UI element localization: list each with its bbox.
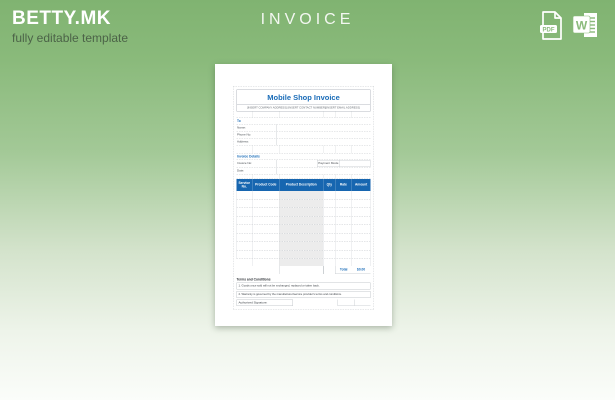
signature-cell xyxy=(354,300,371,307)
invoice-title-box xyxy=(237,90,371,112)
phone-label: Phone No: xyxy=(237,132,277,139)
col-rate: Rate xyxy=(336,179,352,191)
signature-cell xyxy=(337,300,354,307)
table-empty-row xyxy=(237,242,371,251)
signature-row xyxy=(237,300,371,307)
table-empty-row xyxy=(237,251,371,260)
total-row xyxy=(237,266,371,274)
payment-mode-field xyxy=(340,160,371,167)
word-download-icon[interactable] xyxy=(572,10,602,41)
pdf-icon-label: PDF xyxy=(542,27,555,34)
col-amount: Amount xyxy=(354,183,368,187)
invoice-details-heading: Invoice Details xyxy=(237,154,371,161)
table-empty-row xyxy=(237,191,371,200)
payment-mode-label: Payment Mode xyxy=(318,162,339,165)
invoice-title: Mobile Shop Invoice xyxy=(267,93,340,102)
page-title: INVOICE xyxy=(260,11,355,28)
invoice-preview-page xyxy=(215,64,392,326)
invoice-no-row xyxy=(237,160,371,168)
brand-tagline: fully editable template xyxy=(12,31,129,45)
name-row xyxy=(237,125,371,132)
phone-field xyxy=(277,132,371,139)
grid-spacer-row xyxy=(237,112,371,119)
col-product-code: Product Code xyxy=(253,179,280,191)
terms-item-2: 2. Warranty is governed by the manufacturer/service provider's terms and conditions. xyxy=(237,291,371,298)
brand-logo: BETTY.MK xyxy=(12,8,111,29)
terms-item-1: 1. Goods once sold will not be exchanged, replaced or taken back. xyxy=(237,283,371,290)
total-value: $0.00 xyxy=(352,266,371,274)
phone-row xyxy=(237,132,371,139)
date-row xyxy=(237,168,371,175)
pdf-download-icon[interactable] xyxy=(538,10,565,41)
invoice-no-field xyxy=(277,160,306,167)
address-label: Address: xyxy=(237,139,277,146)
to-section-heading: To xyxy=(237,118,371,125)
name-field xyxy=(277,125,371,132)
date-field xyxy=(277,168,371,175)
word-icon-label: W xyxy=(575,18,588,33)
grid-spacer-row xyxy=(237,146,371,154)
company-contact-line: [INSERT COMPANY ADDRESS] [INSERT CONTACT NUMBER][INSERT EMAIL ADDRESS] xyxy=(237,105,370,112)
download-buttons xyxy=(538,10,602,41)
table-blank-row xyxy=(237,259,371,266)
col-qty: Qty xyxy=(324,179,336,191)
invoice-no-label: Invoice No: xyxy=(237,160,277,167)
address-row xyxy=(237,139,371,146)
table-empty-row xyxy=(237,217,371,226)
table-empty-row xyxy=(237,225,371,234)
items-table-header xyxy=(237,179,371,191)
total-label: Total xyxy=(336,266,352,274)
col-service-no: Service No. xyxy=(237,179,253,191)
table-empty-row xyxy=(237,234,371,243)
date-label: Date: xyxy=(237,168,277,175)
terms-heading: Terms and Conditions xyxy=(236,278,271,282)
name-label: Name: xyxy=(237,125,277,132)
authorized-signature-label: Authorized Signature: xyxy=(237,300,293,307)
table-empty-row xyxy=(237,208,371,217)
col-product-description: Product Description xyxy=(279,179,323,191)
address-field xyxy=(277,139,371,146)
table-empty-row xyxy=(237,200,371,209)
